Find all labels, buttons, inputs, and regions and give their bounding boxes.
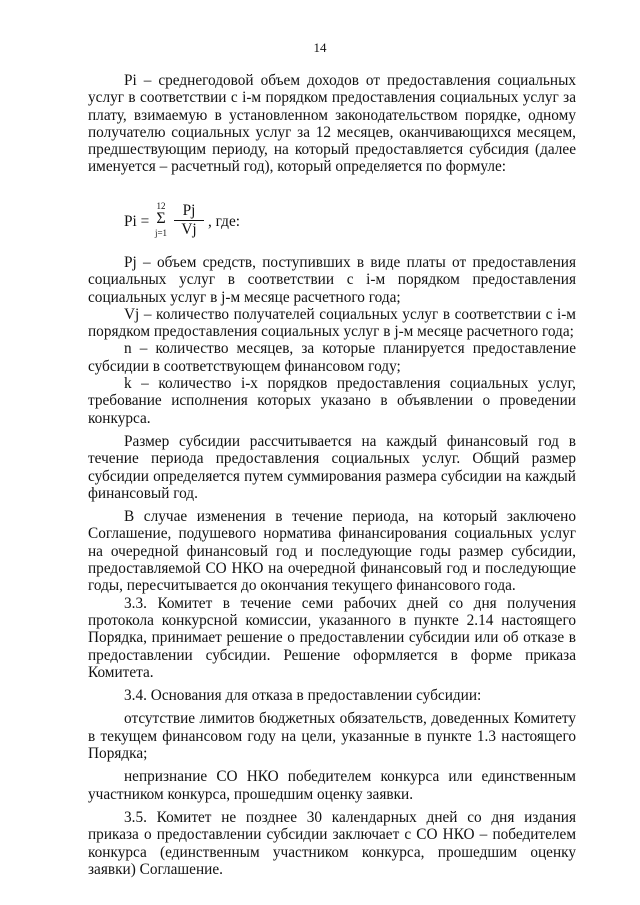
body-paragraph: отсутствие лимитов бюджетных обязательств, доведенных Комитету в текущем финансовом году на цели, указанные в пункте 1.3 настоящего Порядка; <box>88 710 576 763</box>
page-number: 14 <box>313 40 327 55</box>
body-paragraph: В случае изменения в течение периода, на который заключено Соглашение, подушевого норматива финансирования социальных услуг на очередной финансовый год и последующие годы размер субсидии, предоставляемой СО НКО на очередной финансовый год и последующие годы, пересчитывается до окончания текущего финансового года. <box>88 508 576 595</box>
body-text <box>88 254 576 878</box>
body-paragraph: 3.5. Комитет не позднее 30 календарных дней со дня издания приказа о предоставлении субсидии заключает с СО НКО – победителем конкурса (единственным участником конкурса, прошедшим оценку заявки) Соглашение. <box>88 808 576 878</box>
body-paragraph: n – количество месяцев, за которые планируется предоставление субсидии в соответствующем финансовом году; <box>88 340 576 375</box>
body-paragraph: k – количество i-х порядков предоставления социальных услуг, требование исполнения которых указано в объявлении о проведении конкурса. <box>88 375 576 427</box>
sum-lower-limit: j=1 <box>154 228 168 238</box>
body-paragraph: Pj – объем средств, поступивших в виде платы от предоставления социальных услуг в соответствии с i-м порядком предоставления социальных услуг в j-м месяце расчетного года; <box>88 254 576 306</box>
body-paragraph: 3.4. Основания для отказа в предоставлении субсидии: <box>124 687 482 705</box>
formula-suffix: , где: <box>208 213 240 230</box>
formula-lhs: Pi = <box>124 213 150 230</box>
body-paragraph: непризнание СО НКО победителем конкурса или единственным участником конкурса, прошедшим оценку заявки. <box>88 768 576 803</box>
formula-fraction <box>174 203 204 239</box>
body-paragraph: Vj – количество получателей социальных услуг в соответствии с i-м порядком предоставления социальных услуг в j-м месяце расчетного года; <box>88 305 576 341</box>
intro-block <box>88 72 576 176</box>
body-paragraph: Размер субсидии рассчитывается на каждый финансовый год в течение периода предоставления социальных услуг. Общий размер субсидии определяется путем суммирования размера субсидии на каждый финансовый год. <box>88 432 576 502</box>
sum-symbol: Σ <box>156 210 166 227</box>
sum-upper-limit: 12 <box>156 201 166 211</box>
body-paragraph: 3.3. Комитет в течение семи рабочих дней со дня получения протокола конкурсной комиссии, указанного в пункте 2.14 настоящего Порядка, принимает решение о предоставлении субсидии или об отказе в предоставлении субсидии. Решение оформляется в форме приказа Комитета. <box>88 594 576 681</box>
fraction-numerator: Pj <box>174 203 204 221</box>
intro-paragraph: Pi – среднегодовой объем доходов от предоставления социальных услуг в соответствии с i-м порядком предоставления социальных услуг за плату, взимаемую в установленном законодательством порядке, одному получателю социальных услуг за 12 месяцев, оканчивающихся месяцем, предшествующим периоду, на который предоставляется субсидия (далее именуется – расчетный год), который определяется по формуле: <box>88 72 576 176</box>
fraction-denominator: Vj <box>181 221 197 238</box>
